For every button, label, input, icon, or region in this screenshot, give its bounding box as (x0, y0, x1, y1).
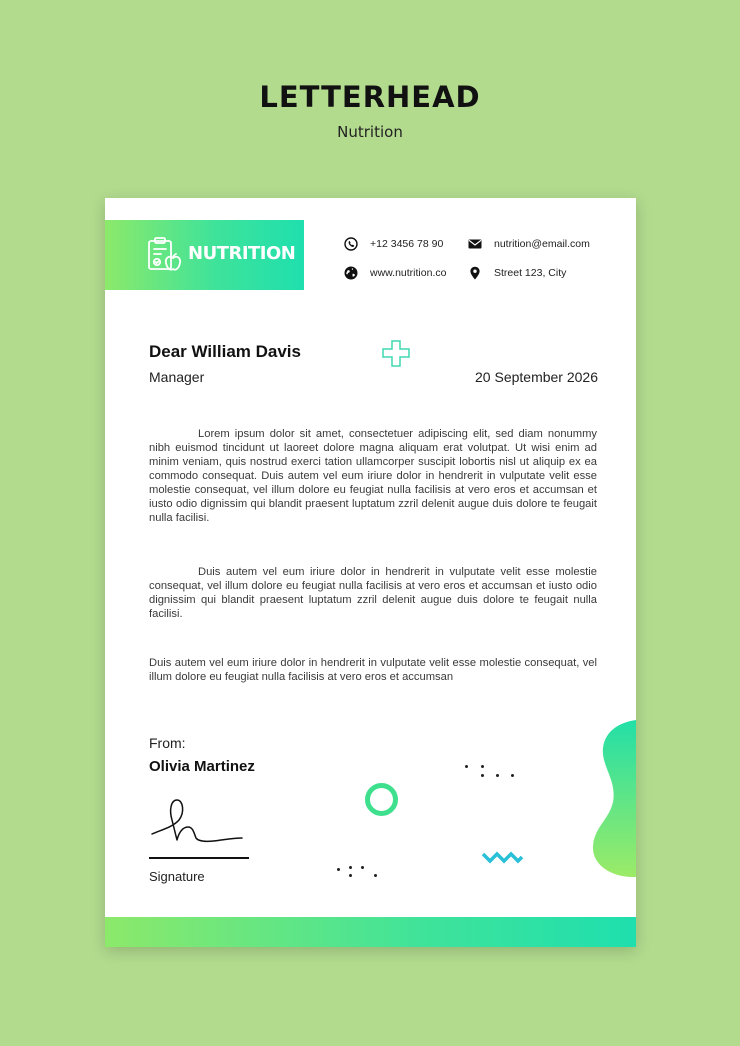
clipboard-apple-icon (147, 237, 181, 273)
letter-date: 20 September 2026 (475, 369, 598, 385)
contact-email (468, 237, 590, 251)
page-subtitle: Nutrition (337, 123, 403, 141)
body-paragraph-3: Duis autem vel eum iriure dolor in hendrerit in vulputate velit esse molestie consequat, vel illum dolore eu feugiat nulla facilisis at vero eros et accumsan (149, 657, 597, 683)
mail-icon (468, 237, 482, 251)
phone-icon (344, 237, 358, 251)
signature-line (149, 857, 249, 859)
from-label: From: (149, 735, 186, 751)
signature-scribble (149, 796, 249, 846)
body-paragraph-2: Duis autem vel eum iriure dolor in hendrerit in vulputate velit esse molestie consequat, vel illum dolore eu feugiat nulla facilisis at vero eros et accumsan et iusto odio dignissim qui blandit praesent luptatum zzril delenit augue duis dolore te feugait nulla facilisi. (149, 566, 597, 620)
signature-label: Signature (149, 869, 205, 884)
ring-decoration (364, 782, 399, 817)
blob-decoration (593, 720, 636, 880)
contact-web (344, 266, 446, 280)
email-text: nutrition@email.com (494, 238, 590, 250)
phone-text: +12 3456 78 90 (370, 238, 444, 250)
contact-address (468, 266, 566, 280)
page-title: LETTERHEAD (259, 80, 481, 114)
globe-icon (344, 266, 358, 280)
recipient-title: Manager (149, 369, 205, 385)
address-text: Street 123, City (494, 267, 567, 279)
medical-cross-icon (380, 339, 412, 369)
zigzag-decoration (481, 851, 524, 865)
contact-phone (344, 237, 443, 251)
brand-bar (105, 220, 304, 290)
web-text: www.nutrition.co (370, 267, 447, 279)
brand-name: NUTRITION (188, 243, 296, 264)
sender-name: Olivia Martinez (149, 758, 255, 775)
body-paragraph-1: Lorem ipsum dolor sit amet, consectetuer adipiscing elit, sed diam nonummy nibh euismod tincidunt ut laoreet dolore magna aliquam erat volutpat. Ut wisi enim ad minim veniam, quis nostrud exerci tation ullamcorper suscipit lobortis nisl ut aliquip ex ea commodo consequat. Duis autem vel eum iriure dolor in hendrerit in vulputate velit esse molestie consequat, vel illum dolore eu feugiat nulla facilisis at vero eros et accumsan et iusto odio dignissim qui blandit praesent luptatum zzril delenit augue duis dolore te feugait nulla facilisi. (149, 428, 597, 524)
footer-bar (105, 917, 636, 947)
location-pin-icon (468, 266, 482, 280)
letterhead-sheet (105, 198, 636, 947)
recipient-greeting: Dear William Davis (149, 342, 301, 361)
